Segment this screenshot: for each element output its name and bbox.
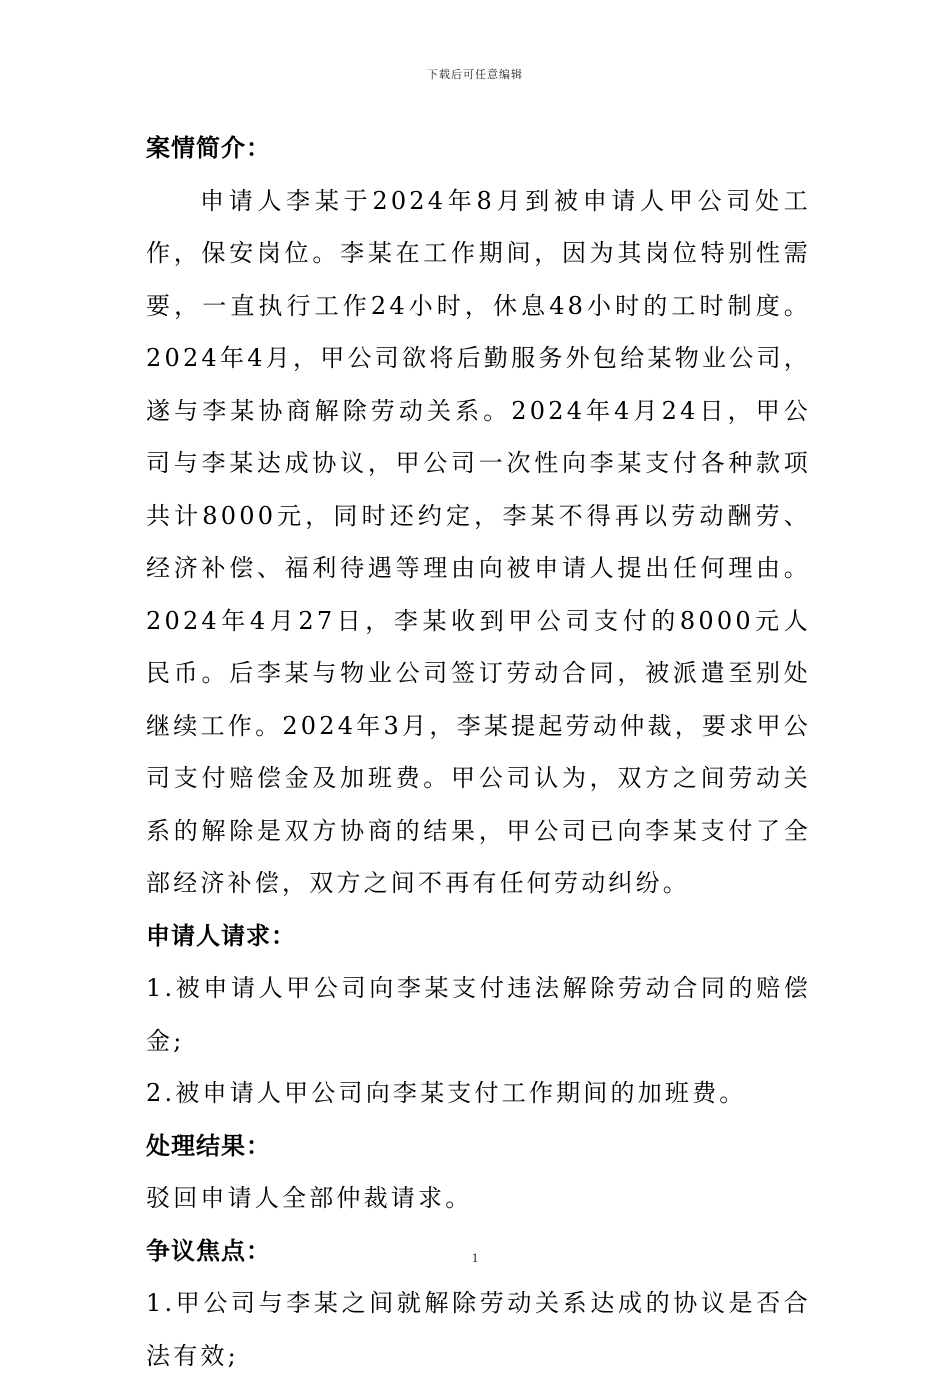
claim-item-1: 1.被申请人甲公司向李某支付违法解除劳动合同的赔偿金; (146, 974, 811, 1055)
result-heading: 处理结果： (146, 1131, 271, 1160)
page-number: 1 (471, 1250, 479, 1265)
dispute-item-1: 1.甲公司与李某之间就解除劳动关系达成的协议是否合法有效; (146, 1289, 811, 1370)
case-summary-paragraph: 申请人李某于2024年8月到被申请人甲公司处工作，保安岗位。李某在工作期间，因为其岗位特别性需要，一直执行工作24小时，休息48小时的工时制度。2024年4月，甲公司欲将后勤服务外包给某物业公司，遂与李某协商解除劳动关系。2024年4月24日，甲公司与李某达成协议，甲公司一次性向李某支付各种款项共计8000元，同时还约定，李某不得再以劳动酬劳、经济补偿、福利待遇等理由向被申请人提出任何理由。2024年4月27日，李某收到甲公司支付的8000元人民币。后李某与物业公司签订劳动合同，被派遣至别处继续工作。2024年3月，李某提起劳动仲裁，要求甲公司支付赔偿金及加班费。甲公司认为，双方之间劳动关系的解除是双方协商的结果，甲公司已向李某支付了全部经济补偿，双方之间不再有任何劳动纠纷。 (146, 186, 811, 897)
result-paragraph: 驳回申请人全部仲裁请求。 (146, 1184, 473, 1212)
claim-item-2: 2.被申请人甲公司向李某支付工作期间的加班费。 (146, 1079, 747, 1107)
dispute-heading: 争议焦点： (146, 1236, 271, 1265)
claims-heading: 申请人请求： (146, 921, 296, 950)
case-summary-heading: 案情简介： (146, 134, 271, 162)
header-note: 下载后可任意编辑 (427, 68, 523, 81)
document-body (146, 122, 811, 1382)
